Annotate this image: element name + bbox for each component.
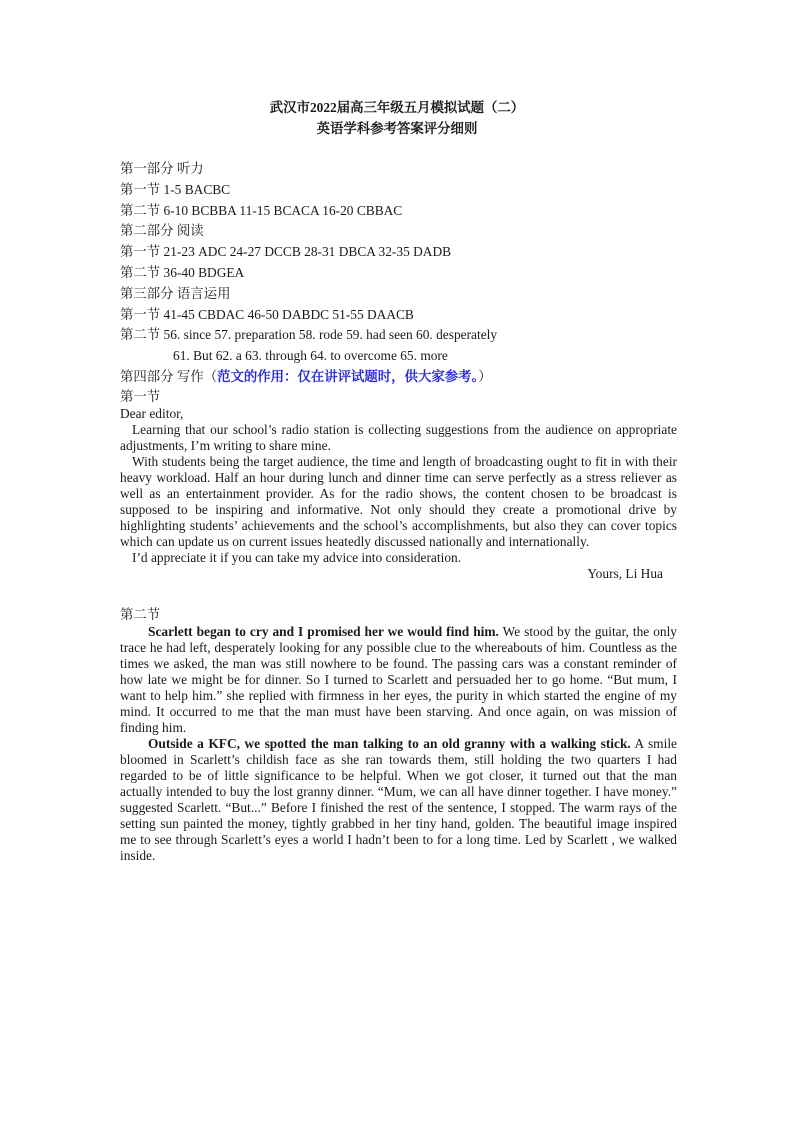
part2-section1-answers: 第一节 21-23 ADC 24-27 DCCB 28-31 DBCA 32-35 DADB (120, 244, 452, 260)
part3-section1-answers: 第一节 41-45 CBDAC 46-50 DABDC 51-55 DAACB (120, 306, 414, 322)
letter-paragraph-2: With students being the target audience, the time and length of broadcasting ought to fit in with their heavy workload. Half an hour during lunch and dinner time can serve perfectly as a stress reliever as well as an entertainment provider. As for the radio shows, the content chosen to be broadcast is supposed to be inspiring and informative. Not only should they create a promotional drive by highlighting students’ achievements and the school’s accomplishments, but also they can cover topics which can update us on current issues heatedly discussed nationally and internationally. (120, 453, 677, 549)
writing2-section: 第二节 (120, 606, 161, 622)
part4-note: 范文的作用：仅在讲评试题时，供大家参考。 (217, 368, 479, 384)
title-block (0, 97, 794, 139)
part4-close: ） (478, 368, 492, 384)
part1-section2-answers: 第二节 6-10 BCBBA 11-15 BCACA 16-20 CBBAC (120, 202, 403, 218)
story-paragraph-1 (120, 624, 677, 736)
part3-heading: 第三部分 语言运用 (120, 285, 231, 301)
part4-heading (120, 367, 677, 388)
exam-title: 武汉市2022届高三年级五月模拟试题（二） (269, 100, 525, 115)
story-paragraph-2-body: A smile bloomed in Scarlett’s childish face as she ran towards them, still holding the two quarters I had regarded to be of little significance to be helpful. When we got closer, it turned out that the man actually intended to buy the lost granny dinner. “Mum, we can all have dinner together. I have money.” suggested Scarlett. “But...” Before I finished the rest of the sentence, I stopped. The warm rays of the setting sun painted the money, tightly grabbed in her tiny hand, golden. The beautiful image inspired me to see through Scarlett’s eyes a world I hadn’t been to for a long time. Led by Scarlett , we walked inside. (120, 735, 677, 863)
writing1-section: 第一节 (120, 388, 161, 404)
part1-section1-answers: 第一节 1-5 BACBC (120, 181, 231, 197)
story-paragraph-2-lead: Outside a KFC, we spotted the man talking to an old granny with a walking stick. (148, 735, 631, 751)
part4-label: 第四部分 写作（ (120, 368, 218, 384)
story-paragraph-1-lead: Scarlett began to cry and I promised her we would find him. (148, 623, 499, 639)
part2-section2-answers: 第二节 36-40 BDGEA (120, 264, 245, 280)
letter-paragraph-1: Learning that our school’s radio station is collecting suggestions from the audience on appropriate adjustments, I’m writing to share mine. (120, 421, 677, 453)
spacer (120, 582, 677, 606)
exam-subtitle: 英语学科参考答案评分细则 (316, 121, 478, 136)
letter-signature: Yours, Li Hua (587, 565, 663, 581)
part1-heading: 第一部分 听力 (120, 161, 204, 176)
letter-salutation: Dear editor, (120, 405, 184, 421)
story-paragraph-1-body: We stood by the guitar, the only trace he had left, desperately looking for any possible clue to the whereabouts of him. Countless as the times we asked, the man was still nowhere to be found. The passing cars was a constant reminder of how late we might be for dinner. So I turned to Scarlett and persuaded her to go home. “But mum, I want to help him.” she replied with firmness in her eyes, the purity in which started the engine of my mind. It occurred to me that the man must have been starving. And once again, on was mission of finding him. (120, 623, 678, 735)
part2-heading: 第二部分 阅读 (120, 223, 204, 239)
part3-section2-answers-a: 第二节 56. since 57. preparation 58. rode 59. had seen 60. desperately (120, 327, 498, 343)
content-body (120, 159, 677, 864)
story-paragraph-2 (120, 736, 677, 864)
letter-paragraph-3: I’d appreciate it if you can take my advice into consideration. (132, 549, 462, 565)
part3-section2-answers-b: 61. But 62. a 63. through 64. to overcome 65. more (173, 348, 448, 364)
